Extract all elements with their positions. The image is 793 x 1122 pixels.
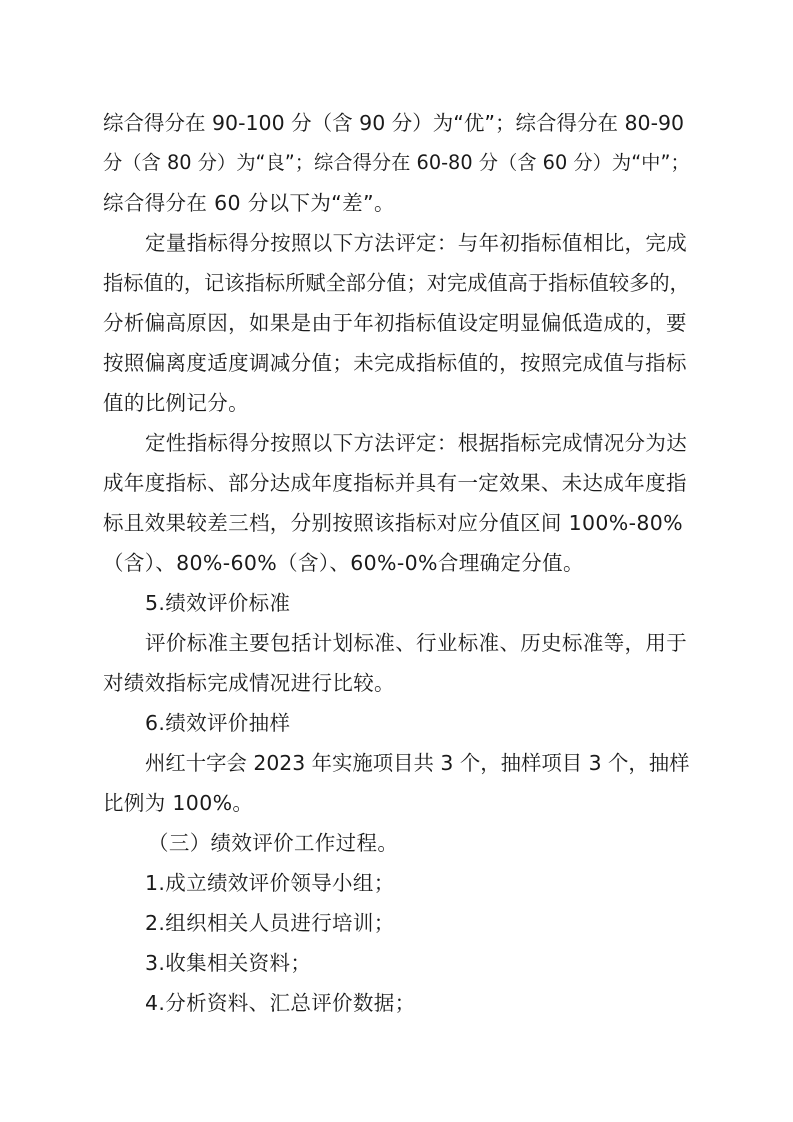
body-text-line: 分（含 80 分）为“良”；综合得分在 60-80 分（含 60 分）为“中”； [103, 151, 690, 174]
body-text-line: 值的比例记分。 [103, 391, 249, 415]
paragraph-first-line: 评价标准主要包括计划标准、行业标准、历史标准等，用于 [145, 631, 688, 655]
list-item: 2.组织相关人员进行培训； [145, 911, 395, 935]
list-item: 1.成立绩效评价领导小组； [145, 871, 395, 895]
body-text-line: （含）、80%-60%（含）、60%-0%合理确定分值。 [103, 551, 584, 575]
section-heading: 6.绩效评价抽样 [145, 711, 291, 735]
list-item: 3.收集相关资料； [145, 951, 312, 975]
body-text-line: 标且效果较差三档，分别按照该指标对应分值区间 100%-80% [103, 511, 683, 535]
body-text-line: 对绩效指标完成情况进行比较。 [103, 671, 395, 695]
section-heading: 5.绩效评价标准 [145, 591, 291, 615]
body-text-line: 综合得分在 90-100 分（含 90 分）为“优”；综合得分在 80-90 [103, 111, 685, 135]
body-text-line: 成年度指标、部分达成年度指标并具有一定效果、未达成年度指 [103, 471, 687, 495]
paragraph-first-line: 定量指标得分按照以下方法评定：与年初指标值相比，完成 [145, 231, 688, 255]
body-text-line: 指标值的，记该指标所赋全部分值；对完成值高于指标值较多的， [103, 271, 690, 295]
body-text-line: 按照偏离度适度调减分值；未完成指标值的，按照完成值与指标 [103, 351, 687, 375]
paragraph-first-line: 定性指标得分按照以下方法评定：根据指标完成情况分为达 [145, 431, 688, 455]
body-text-line: 综合得分在 60 分以下为“差”。 [103, 191, 395, 215]
section-heading: （三）绩效评价工作过程。 [148, 831, 399, 855]
body-text-line: 比例为 100%。 [103, 791, 254, 815]
list-item: 4.分析资料、汇总评价数据； [145, 991, 416, 1015]
paragraph-first-line: 州红十字会 2023 年实施项目共 3 个，抽样项目 3 个，抽样 [145, 751, 690, 775]
body-text-line: 分析偏高原因，如果是由于年初指标值设定明显偏低造成的，要 [103, 311, 687, 335]
